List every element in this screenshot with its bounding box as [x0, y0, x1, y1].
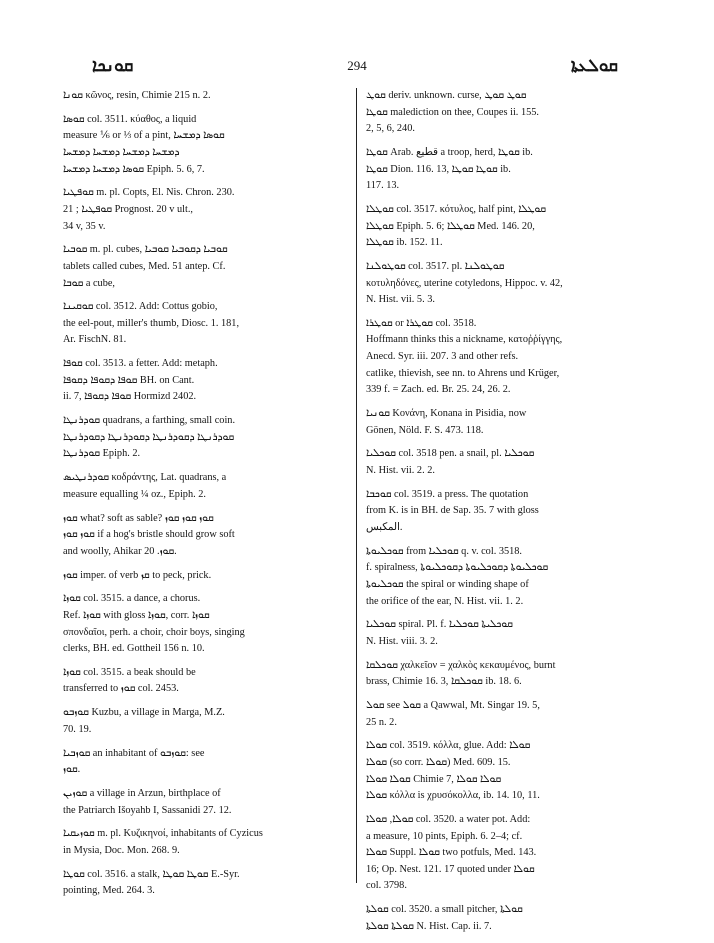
- entry-line: ܩܘܩܝܢܐ col. 3512. Add: Cottus gobio,: [63, 301, 218, 313]
- entry-line: N. Hist. vii. 5. 3.: [366, 294, 435, 306]
- entry-line: ܩܘܒܝܐ m. pl. cubes, ܩܘܒܝܐ ܕܩܘܒܝܐ ܩܘܒܝܐ: [63, 244, 228, 256]
- entry-line: ܩܘܕܪܢܛܐ quadrans, a farthing, small coin.: [63, 415, 236, 427]
- entry-line: transferred to ܩܘܙ col. 2453.: [63, 683, 179, 695]
- page-number: 294: [347, 58, 367, 73]
- entry-line: ܩܘܟܠܝܐ spiral. Pl. f. ܩܘܟܠܝܬܐ ܩܘܟܠܝܐ: [366, 619, 513, 631]
- entry-line: clerks, BH. ed. Gottheil 156 n. 10.: [63, 643, 205, 655]
- dictionary-entry: [63, 665, 355, 698]
- entry-line: ܩܘܙ imper. of verb ܩܙ to peck, prick.: [63, 569, 212, 581]
- dictionary-entry: [366, 544, 658, 610]
- entry-line: the orifice of the ear, N. Hist. vii. 1. 2.: [366, 595, 524, 607]
- dictionary-entry: [63, 470, 355, 503]
- entry-line: ܩܘܟܠܝܘܬܐ from ܩܘܟܠܝܐ q. v. col. 3518.: [366, 545, 523, 557]
- dictionary-entry: [63, 786, 355, 819]
- entry-line: ܩܘܛܐ Dion. 116. 13, ܩܘܛܐ ܩܘܛܐ ib.: [366, 163, 511, 175]
- entry-line: ܩܘܠܐ (so corr. ܩܘܠܐ) Med. 609. 15.: [366, 757, 511, 769]
- dictionary-entry: [63, 413, 355, 463]
- entry-line: ܩܘܛܪܐ or ܩܘܛܪܐ col. 3518.: [366, 317, 477, 329]
- entry-line: ܩܘܙ ܩܘܙ if a hog's bristle should grow soft: [63, 529, 235, 541]
- entry-line: ܩܘܕܪܢܛܝܣ κοδράντης, Lat. quadrans, a: [63, 472, 227, 484]
- entry-line: tablets called cubes, Med. 51 antep. Cf.: [63, 260, 226, 272]
- entry-line: ܩܘܒܐ a cube,: [63, 277, 115, 289]
- entry-line: ܩܘܛܐ col. 3516. a stalk, ܩܘܛܐ ܩܘܛܐ E.-Syr.: [63, 868, 240, 880]
- entry-line: ܩܘܣܐ col. 3511. κύαθος, a liquid: [63, 113, 197, 125]
- dictionary-entry: [366, 145, 658, 195]
- page-header: [0, 56, 714, 80]
- dictionary-entry: [366, 446, 658, 479]
- entry-line: ܩܘܠܐ Suppl. ܩܘܠܐ two potfuls, Med. 143.: [366, 847, 537, 859]
- entry-line: ܩܘܟܒܐ col. 3519. a press. The quotation: [366, 488, 529, 500]
- entry-line: ܩܘܛ deriv. unknown. curse, ܩܘܛ ܩܘܛ: [366, 90, 527, 101]
- entry-line: pointing, Med. 264. 3.: [63, 885, 155, 897]
- entry-line: 34 v, 35 v.: [63, 220, 106, 232]
- entry-line: 117. 13.: [366, 180, 400, 192]
- entry-line: brass, Chimie 16. 3, ܩܘܟܠܩܐ ib. 18. 6.: [366, 676, 522, 688]
- entry-line: ܩܘܠܬܐ ܩܘܠܬܐ N. Hist. Cap. ii. 7.: [366, 920, 492, 932]
- entry-line: Anecd. Syr. iii. 207. 3 and other refs.: [366, 351, 519, 363]
- entry-line: N. Hist. vii. 2. 2.: [366, 465, 435, 476]
- entry-line: ܩܘܙܒܝܐ an inhabitant of ܩܘܙܒܘ: see: [63, 747, 205, 759]
- entry-line: ܩܘܦܛܝܐ m. pl. Copts, El. Nis. Chron. 230.: [63, 187, 235, 199]
- entry-line: ܩܘܠܐ, ܩܘܠܐ col. 3520. a water pot. Add:: [366, 814, 531, 825]
- entry-line: Hoffmann thinks this a nickname, κατοῤῥίγγης,: [366, 334, 563, 346]
- entry-line: the Patriarch Išoyahb I, Sassanidi 27. 12.: [63, 804, 232, 816]
- entry-line: ܩܘܠܐ κόλλα is χρυσόκολλα, ib. 14. 10, 11.: [366, 790, 540, 802]
- entry-line: ܩܘܟܠܝܐ col. 3518 pen. a snail, pl. ܩܘܟܠܝܐ: [366, 448, 535, 460]
- entry-line: ܩܘܠܐ col. 3519. κόλλα, glue. Add: ܩܘܠܐ: [366, 740, 531, 752]
- entry-line: measure ⅙ or ⅓ of a pint, ܩܘܣܐ ܕܡܫܚܐ: [63, 130, 225, 142]
- right-column: [366, 88, 658, 943]
- entry-line: ܩܘܟܠܩܐ χαλκεῖον = χαλκὸς κεκαυμένος, burnt: [366, 659, 556, 671]
- entry-line: 16; Op. Nest. 121. 17 quoted under ܩܘܠܐ: [366, 863, 535, 875]
- dictionary-entry: [366, 738, 658, 804]
- dictionary-entry: [63, 568, 355, 585]
- entry-line: col. 3798.: [366, 880, 407, 892]
- entry-line: catlike, thievish, see nn. to Ahrens und Krüger,: [366, 367, 560, 379]
- running-head-right: ܩܘܠܥܬܐ: [570, 56, 618, 75]
- entry-line: ܩܘܛܐ malediction on thee, Coupes ii. 155.: [366, 106, 539, 118]
- entry-line: ii. 7, ܩܘܦܐ ܕܩܘܦܐ Hormizd 2402.: [63, 391, 197, 403]
- entry-line: 25 n. 2.: [366, 716, 397, 728]
- column-divider: [356, 88, 357, 883]
- entry-line: ܩܘܢܐ κῶνος, resin, Chimie 215 n. 2.: [63, 90, 211, 101]
- dictionary-entry: [366, 487, 658, 537]
- entry-line: a measure, 10 pints, Epiph. 6. 2–4; cf.: [366, 830, 523, 842]
- dictionary-entry: [366, 658, 658, 691]
- entry-line: measure equalling ¼ oz., Epiph. 2.: [63, 488, 206, 500]
- dictionary-entry: [366, 812, 658, 895]
- entry-line: f. spiralness, ܩܘܟܠܝܘܬܐ ܕܩܘܟܠܝܘܬܐ ܕܩܘܟܠܝܘܬܐ: [366, 562, 549, 574]
- entry-line: ܩܘܦܐ ܕܩܘܦܐ ܕܩܘܦܐ BH. on Cant.: [63, 374, 195, 386]
- dictionary-entry: [63, 511, 355, 561]
- entry-line: 70. 19.: [63, 723, 92, 735]
- entry-line: ܩܘܛܠܐ Epiph. 5. 6; ܩܘܛܠܐ Med. 146. 20,: [366, 220, 535, 232]
- dictionary-entry: [366, 902, 658, 935]
- entry-line: ܩܘܙܐ col. 3515. a beak should be: [63, 666, 196, 678]
- running-head-left: ܩܘܢܟܐ: [92, 56, 134, 75]
- dictionary-entry: [63, 112, 355, 178]
- dictionary-entry: [63, 242, 355, 292]
- entry-line: N. Hist. viii. 3. 2.: [366, 635, 438, 647]
- dictionary-entry: [366, 88, 658, 138]
- entry-line: ܩܘܢܝܐ Κονάνη, Konana in Pisidia, now: [366, 408, 527, 420]
- entry-line: ܩܘܠܬܐ col. 3520. a small pitcher, ܩܘܠܬܐ: [366, 904, 523, 916]
- entry-line: in Mysia, Doc. Mon. 268. 9.: [63, 844, 180, 856]
- entry-line: ܩܘܠܐ ܩܘܠܐ Chimie 7, ܩܘܠܐ ܩܘܠܐ: [366, 773, 502, 785]
- dictionary-entry: [63, 88, 355, 105]
- entry-line: from K. is in BH. de Sap. 35. 7 with gloss: [366, 505, 539, 517]
- entry-line: ܩܘܙܐ col. 3515. a dance, a chorus.: [63, 593, 201, 605]
- dictionary-entry: [63, 591, 355, 657]
- entry-line: ܩܘܛܐ Arab. قطيع a troop, herd, ܩܘܛܐ ib.: [366, 146, 533, 158]
- entry-line: σπονδαῖοι, perh. a choir, choir boys, singing: [63, 626, 245, 638]
- entry-line: ܩܘܦܐ col. 3513. a fetter. Add: metaph.: [63, 358, 218, 370]
- entry-line: ܩܘܙ what? soft as sable? ܩܘܙ ܩܘܙ ܩܘܙ: [63, 512, 214, 524]
- entry-line: and woolly, Ahikar ܩܘܙ. 20.: [63, 545, 177, 557]
- entry-line: Ar. FischN. 81.: [63, 334, 127, 346]
- dictionary-entry: [63, 746, 355, 779]
- entry-line: المكبس.: [366, 521, 403, 533]
- dictionary-entry: [63, 826, 355, 859]
- dictionary-entry: [366, 316, 658, 399]
- dictionary-entry: [366, 698, 658, 731]
- dictionary-entry: [366, 406, 658, 439]
- entry-line: κοτυληδόνες, uterine cotyledons, Hippoc. v. 42,: [366, 277, 563, 289]
- entry-line: Ref. ܩܘܙܐ with gloss ܩܘܙܐ, corr. ܩܘܙܐ: [63, 609, 210, 621]
- left-column: [63, 88, 355, 907]
- entry-line: ܩܘܕܪܢܛܐ ܕܩܘܕܪܢܛܐ ܕܩܘܕܪܢܛܐ ܕܩܘܕܪܢܛܐ: [63, 431, 235, 443]
- dictionary-entry: [63, 867, 355, 900]
- entry-line: ܩܘܛܠܐ ib. 152. 11.: [366, 237, 443, 249]
- dictionary-entry: [63, 356, 355, 406]
- entry-line: ܕܡܫܚܐ ܕܡܫܚܐ ܕܡܫܚܐ ܕܡܫܚܐ: [63, 146, 180, 158]
- dictionary-entry: [366, 202, 658, 252]
- entry-line: ܩܘܠ see ܩܘܠ a Qawwal, Mt. Singar 19. 5,: [366, 700, 540, 712]
- entry-line: 21 ; ܩܘܦܛܝܐ Prognost. 20 v ult.,: [63, 203, 193, 215]
- entry-line: ܩܘܕܪܢܛܐ Epiph. 2.: [63, 448, 141, 460]
- entry-line: 2, 5, 6, 240.: [366, 123, 415, 135]
- entry-line: ܩܘܟܠܝܘܬܐ the spiral or winding shape of: [366, 578, 529, 590]
- entry-line: 339 f. = Zach. ed. Br. 25. 24, 26. 2.: [366, 384, 511, 396]
- entry-line: the eel-pout, miller's thumb, Diosc. 1. 181,: [63, 317, 240, 329]
- entry-line: ܩܘܙ.: [63, 764, 81, 776]
- entry-line: ܩܘܛܘܠܢܐ col. 3517. pl. ܩܘܛܘܠܢܐ: [366, 260, 505, 272]
- entry-line: ܩܘܙܝܢ a village in Arzun, birthplace of: [63, 788, 221, 799]
- dictionary-entry: [63, 705, 355, 738]
- entry-line: ܩܘܙܒܘ Kuzbu, a village in Marga, M.Z.: [63, 707, 225, 719]
- entry-line: Gönen, Nöld. F. S. 473. 118.: [366, 424, 484, 436]
- dictionary-entry: [63, 299, 355, 349]
- dictionary-entry: [366, 617, 658, 650]
- entry-line: ܩܘܛܠܐ col. 3517. κότυλος, half pint, ܩܘܛܠܐ: [366, 203, 547, 215]
- dictionary-entry: [63, 185, 355, 235]
- entry-line: ܩܘܙܝܩܝܐ m. pl. Κυζικηνοί, inhabitants of Cyzicus: [63, 828, 263, 840]
- entry-line: ܩܘܣܐ ܕܡܫܚܐ ܕܡܫܚܐ Epiph. 5. 6, 7.: [63, 163, 205, 175]
- dictionary-entry: [366, 259, 658, 309]
